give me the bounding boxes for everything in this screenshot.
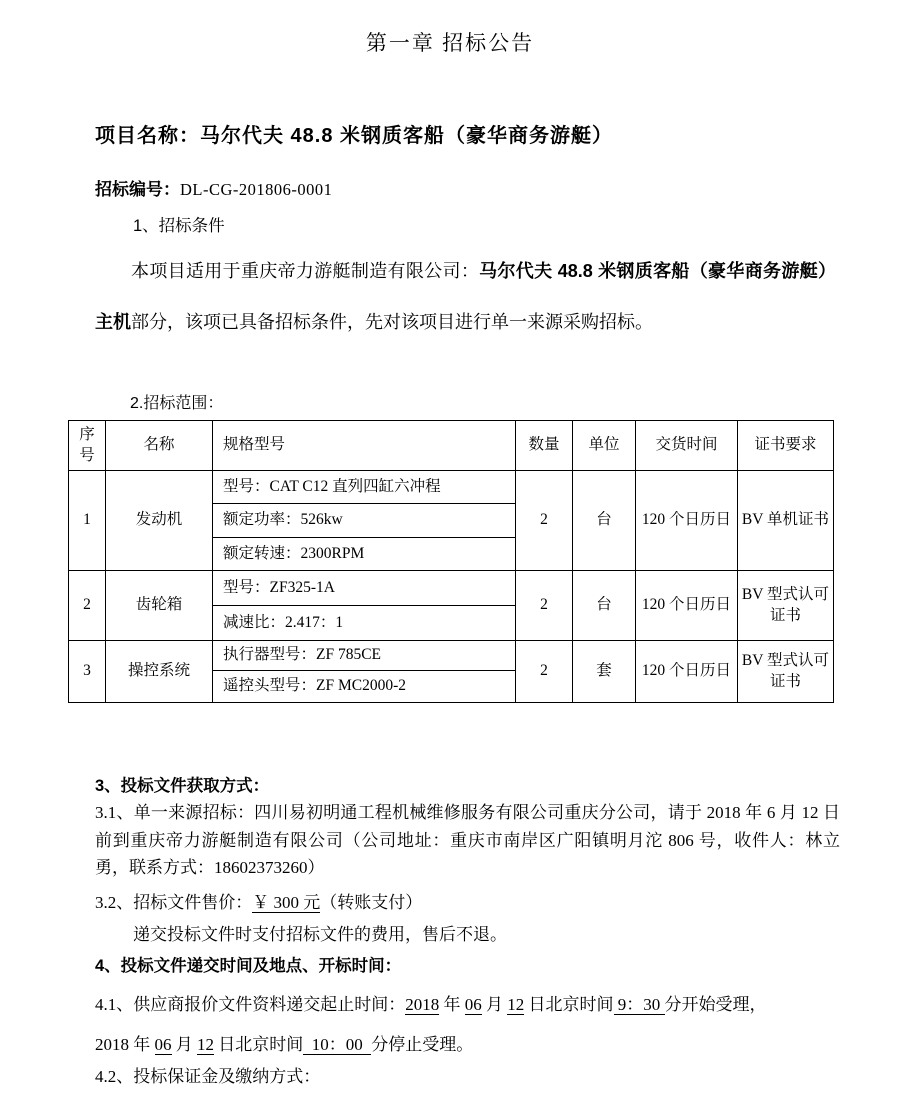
cell-r1-delivery: 120 个日历日: [636, 471, 738, 571]
line-4-1-end: [95, 1030, 845, 1055]
time-start-underlined: 9：30: [613, 995, 665, 1014]
section-1-heading: 1、招标条件: [133, 217, 225, 235]
t413: 月: [481, 995, 508, 1014]
date-month2-underlined: 06: [154, 1035, 172, 1054]
cell-r1-qty: 2: [516, 471, 573, 571]
t414: 日北京时间: [524, 995, 614, 1014]
line-3-2: [95, 888, 422, 913]
cell-r3-spec1: 执行器型号：ZF 785CE: [213, 641, 516, 671]
cell-r2-spec1: 型号：ZF325-1A: [213, 571, 516, 606]
cell-r1-cert: BV 单机证书: [738, 471, 834, 571]
price-label: 3.2、招标文件售价：: [95, 893, 253, 912]
bid-number-value: DL-CG-201806-0001: [180, 180, 333, 199]
cell-r2-qty: 2: [516, 571, 573, 641]
date-year-underlined: 2018: [405, 995, 440, 1014]
table-row: [69, 571, 834, 606]
cell-r3-cert: BV 型式认可证书: [738, 641, 834, 703]
cell-r1-spec3: 额定转速：2300RPM: [213, 538, 516, 571]
cell-r1-unit: 台: [573, 471, 636, 571]
t421: 2018 年: [95, 1035, 155, 1054]
cell-r3-spec2: 遥控头型号：ZF MC2000-2: [213, 671, 516, 703]
line-4-1-start: [95, 990, 845, 1015]
price-suffix: （转账支付）: [320, 893, 423, 912]
section-3-heading: 3、投标文件获取方式：: [95, 777, 270, 795]
t411: 4.1、供应商报价文件资料递交起止时间：: [95, 995, 406, 1014]
time-end-underlined: 10：00: [303, 1035, 372, 1054]
cell-r1-name: 发动机: [106, 471, 213, 571]
cell-r1-no: 1: [69, 471, 106, 571]
cell-r2-spec2: 减速比：2.417：1: [213, 606, 516, 641]
cell-r2-delivery: 120 个日历日: [636, 571, 738, 641]
note-3-2: 递交投标文件时支付招标文件的费用，售后不退。: [133, 925, 507, 944]
page-title: 第一章 招标公告: [365, 31, 535, 55]
date-day2-underlined: 12: [197, 1035, 214, 1054]
header-no: 序号: [69, 421, 106, 471]
header-qty: 数量: [516, 421, 573, 471]
cell-r3-unit: 套: [573, 641, 636, 703]
cell-r2-unit: 台: [573, 571, 636, 641]
cell-r1-spec1: 型号：CAT C12 直列四缸六冲程: [213, 471, 516, 504]
bid-number-label: 招标编号：: [95, 180, 180, 199]
scope-table-wrapper: [68, 420, 834, 703]
intro-text-2: 部分，该项已具备招标条件，先对该项目进行单一来源采购招标。: [131, 312, 653, 332]
header-delivery: 交货时间: [636, 421, 738, 471]
table-header-row: [69, 421, 834, 471]
intro-text-1: 本项目适用于重庆帝力游艇制造有限公司：: [131, 261, 480, 281]
t424: 分停止受理。: [371, 1035, 474, 1054]
bid-number-line: [95, 175, 332, 200]
price-value-underlined: ￥ 300 元: [252, 893, 321, 912]
t415: 分开始受理，: [664, 995, 767, 1014]
cell-r3-no: 3: [69, 641, 106, 703]
t412: 年: [439, 995, 465, 1014]
header-name: 名称: [106, 421, 213, 471]
cell-r2-no: 2: [69, 571, 106, 641]
line-4-2: 4.2、投标保证金及缴纳方式：: [95, 1067, 321, 1086]
cell-r3-delivery: 120 个日历日: [636, 641, 738, 703]
t423: 日北京时间: [214, 1035, 304, 1054]
cell-r2-cert: BV 型式认可证书: [738, 571, 834, 641]
table-row: [69, 471, 834, 504]
paragraph-3-1: 3.1、单一来源招标：四川易初明通工程机械维修服务有限公司重庆分公司，请于 2018 年 6 月 12 日前到重庆帝力游艇制造有限公司（公司地址：重庆市南岸区广阳镇明月沱 806 号，收件人：林立勇，联系方式：18602373260）: [95, 803, 840, 877]
project-name-heading: 项目名称：马尔代夫 48.8 米钢质客船（豪华商务游艇）: [95, 125, 614, 147]
cell-r2-name: 齿轮箱: [106, 571, 213, 641]
date-day-underlined: 12: [507, 995, 525, 1014]
intro-text-bold: 马尔代夫 48.8 米钢质客船（豪华商务游艇）主机: [95, 261, 836, 332]
header-unit: 单位: [573, 421, 636, 471]
table-row: [69, 641, 834, 671]
header-spec: 规格型号: [213, 421, 516, 471]
date-month-underlined: 06: [464, 995, 482, 1014]
cell-r3-name: 操控系统: [106, 641, 213, 703]
header-cert: 证书要求: [738, 421, 834, 471]
cell-r3-qty: 2: [516, 641, 573, 703]
t422: 月: [171, 1035, 197, 1054]
scope-table: [68, 420, 834, 703]
cell-r1-spec2: 额定功率：526kw: [213, 504, 516, 538]
section-4-heading: 4、投标文件递交时间及地点、开标时间：: [95, 957, 402, 975]
section-2-heading: 2.招标范围：: [130, 395, 224, 412]
intro-paragraph: [95, 246, 836, 348]
